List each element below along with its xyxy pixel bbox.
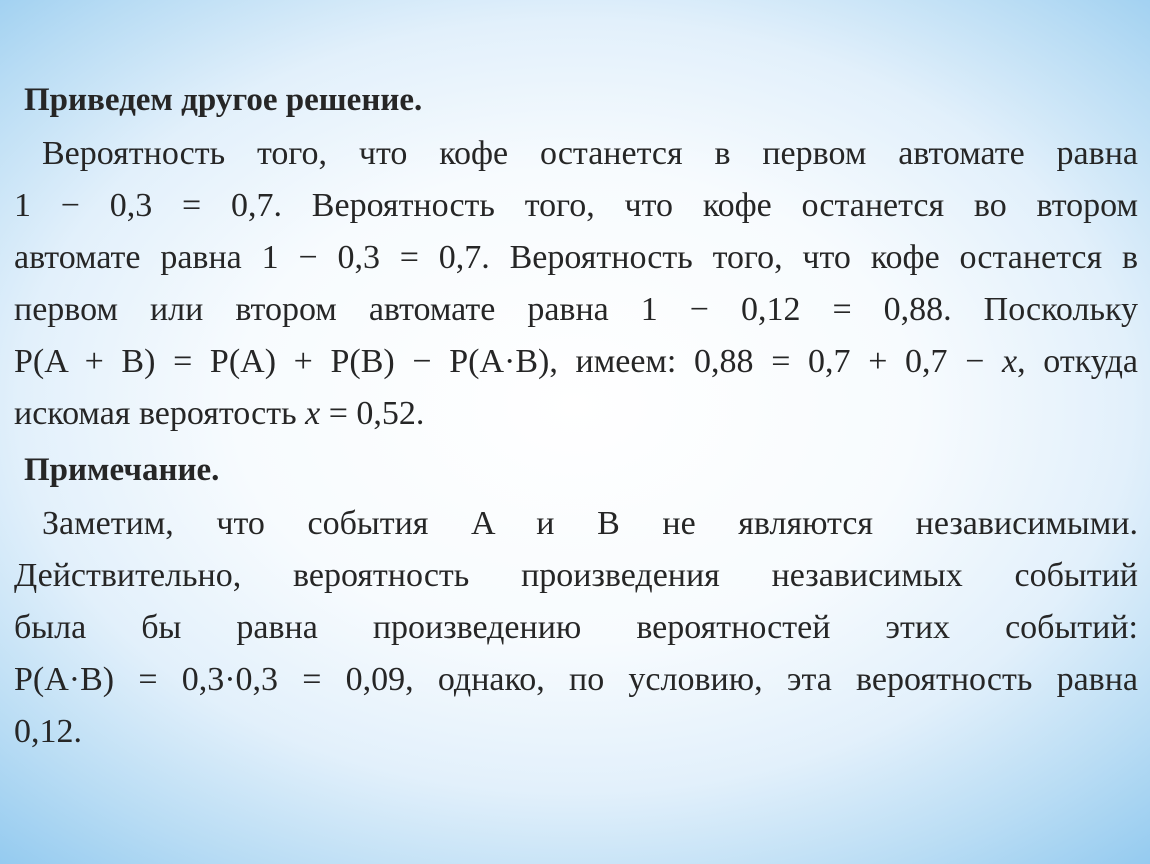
solution-line-1: Вероятность того, что кофе останется в первом автомате равна <box>42 135 1138 172</box>
solution-line-2: 1 − 0,3 = 0,7. Вероятность того, что кофе останется во втором <box>14 187 1138 224</box>
solution-line-3: автомате равна 1 − 0,3 = 0,7. Вероятность того, что кофе останется в <box>14 239 1138 276</box>
solution-line-6: искомая вероятость x = 0,52. <box>14 395 425 432</box>
solution-line-5: P(A + B) = P(A) + P(B) − P(A·B), имеем: 0,88 = 0,7 + 0,7 − x, откуда <box>14 343 1138 380</box>
note-line-3: была бы равна произведению вероятностей этих событий: <box>14 609 1138 646</box>
solution-line-4: первом или втором автомате равна 1 − 0,12 = 0,88. Поскольку <box>14 291 1138 328</box>
heading-another-solution: Приведем другое решение. <box>24 82 423 118</box>
note-line-4: P(A·B) = 0,3·0,3 = 0,09, однако, по условию, эта вероятность равна <box>14 661 1138 698</box>
note-line-2: Действительно, вероятность произведения независимых событий <box>14 557 1138 594</box>
note-line-1: Заметим, что события A и B не являются независимыми. <box>42 505 1138 542</box>
heading-note: Примечание. <box>24 452 220 488</box>
note-line-5: 0,12. <box>14 713 82 750</box>
